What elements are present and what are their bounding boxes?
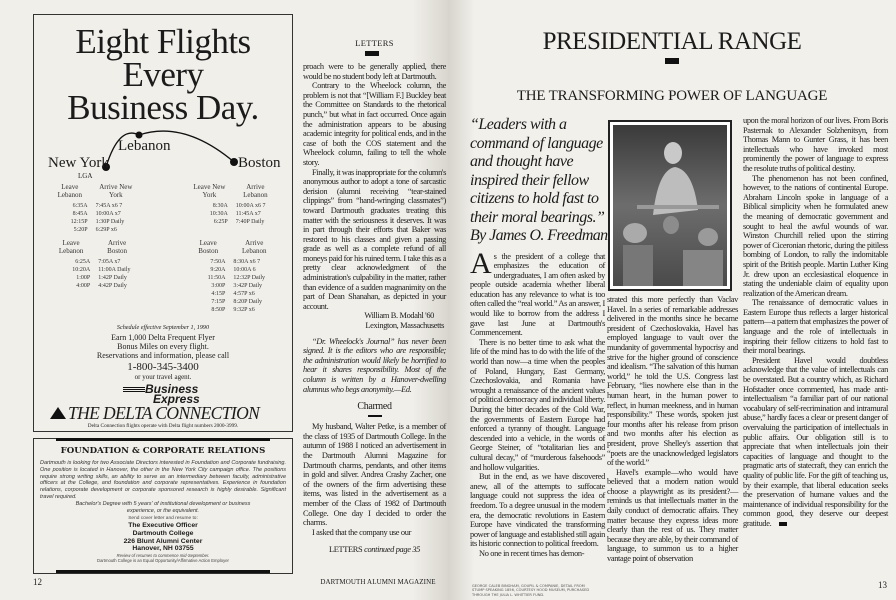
article-paragraph: s the president of a college that emphasizes the education of undergraduates, I am often asked by people outside academia whether liberal education has any relevance to what is too often called the “real world.” As an answer, I would like to borrow from the address I gave last June at Dartmouth's Commencement. (470, 251, 605, 338)
schedule-row (187, 218, 279, 226)
schedule-header: Leave Lebanon (58, 239, 84, 255)
miles-line: Bonus Miles on every flight. (117, 342, 209, 351)
letter-paragraph: Finally, it was inappropriate for the column's anonymous author to adopt a tone of sarcastic derision (alumni receiving “tear-stained clippings” from “hand-wringing classmates”) toward Dartmouth graduates treating this matter with the seriousness it deserves. It was in part through their efforts that Baker was restored to his classes and given a passing grade as well as a complete refund of all moneys paid for his ruined term. I take this as a pretty clear acknowledgment of the administration's culpability in the matter, rather than evidence of a sudden magnanimity on the part of Dean Shanahan, as depicted in your account. (303, 167, 446, 311)
foundation-body: Dartmouth is looking for two Associate Directors interested in Foundation and Corporate fundraising. One position is located in Hanover, the other in the New York City campaign office. The positions require strong writing skills, an ability to serve as an intermediary between faculty, administrative officers at the College, and foundation and corporate representatives. Experience in foundation relations, corporate development or corporate sponsored research is highly desirable. Significant travel required. (40, 460, 286, 500)
logo-express: Express (153, 392, 200, 406)
schedule-row (48, 202, 140, 210)
leave-time: 10:20A (72, 267, 91, 273)
article-paragraph: No one in recent times has demon- (479, 548, 585, 558)
article-paragraph: Havel's example—who would have believed that a modern nation would choose a playwright as its president?—reminds us that intellectuals matter in the daily conduct of democratic affairs. They matter because they express ideas more clearly than the rest of us. They matter because they are able, by their command of language, to summon us to a higher vantage point of observation (607, 467, 738, 564)
leave-time: 7:50A (210, 259, 226, 265)
leave-time: 7:15P (211, 299, 226, 305)
city-new-york-airport: LGA (78, 172, 93, 180)
end-mark-icon (779, 522, 787, 526)
schedule-header: Arrive New York (99, 183, 133, 199)
letter-paragraph: Contrary to the Wheelock column, the problem is not that “[William F.] Buckley beat the Committee on Standards to the rhetorical punch,” but what in fact occurred. Once again the administration appears to be abusing academic integrity for political ends, and in the case of both the COS statement and the Wheelock column, failing to tell the whole story. (303, 81, 446, 167)
arrive-time: 8:30A x6 7 (233, 259, 261, 265)
address-line: The Executive Officer (128, 522, 198, 530)
schedule-row (187, 274, 279, 282)
flight-schedule (48, 239, 140, 290)
arrive-time: 6:29P x6 (95, 227, 117, 233)
divider (56, 570, 270, 573)
leave-time: 6:35A (72, 203, 88, 209)
leave-time: 8:30A (212, 203, 228, 209)
letter-paragraph: proach were to be generally applied, there would be no student body left at Dartmouth. (303, 62, 446, 81)
send-label: Send cover letter and resume to: (128, 516, 198, 522)
travel-agent: or your travel agent. (134, 373, 192, 381)
delta-triangle-icon (50, 407, 66, 419)
arrive-time: 3:42P Daily (233, 283, 263, 289)
section-title: PRESIDENTIAL RANGE (542, 28, 802, 55)
mailing-address (40, 522, 286, 552)
logo-delta-text: THE DELTA CONNECTION (68, 403, 260, 423)
schedule-row (48, 258, 140, 266)
leave-time: 5:20P (73, 227, 88, 233)
address-line: Dartmouth College (132, 529, 194, 537)
article-paragraph: There is no better time to ask what the life of the mind has to do with the life of the world than now—a time when the peoples of Poland, Hungary, East Germany, Czechoslovakia, and Romania have wrought a renaissance of the ancient values of political democracy and individual liberty. During the bitter decades of the Cold War, the governments of Eastern Europe had enforced a tyranny of thought. Language descended into a vehicle, in the words of George Steiner, of “totalitarian lies and cultural decay,” of “murderous falsehoods” and hollow vulgarities. (470, 337, 605, 472)
leave-time: 1:00P (76, 275, 91, 281)
letter-paragraph: My husband, Walter Petke, is a member of the class of 1935 of Dartmouth College. In the autumn of 1988 I noticed an advertisement in the Dartmouth Alumni Magazine for Dartmouth charms, pendants, and other items in gold and silver. Andrea Crashy Zacher, one of the owners of the firm advertising these items, was listed in the advertisement as a member of the Class of 1982 of Dartmouth College. One day I decided to order the charms. (303, 422, 446, 528)
leave-time: 10:30A (209, 211, 228, 217)
schedule-header: Arrive Lebanon (241, 239, 267, 255)
continued-page: continued page 35 (364, 545, 421, 555)
article-paragraph: But in the end, as we have discovered anew, all of the attempts to suffocate language could not suppress the idea of freedom. To a degree unusual in the modern era, the democratic revolutions in Eastern Europe have vindicated the transforming power of language and established still again its historic connection to political freedom. (470, 472, 605, 549)
miles-info (34, 333, 292, 360)
delta-connection-logo (50, 404, 259, 422)
continued-label: LETTERS (328, 545, 363, 555)
leave-time: 6:25A (75, 259, 91, 265)
schedule-header: Leave Lebanon (57, 183, 83, 199)
schedule-row (187, 266, 279, 274)
foundation-title: FOUNDATION & CORPORATE RELATIONS (60, 446, 266, 456)
leave-time: 8:50P (211, 307, 226, 313)
schedule-row (48, 210, 140, 218)
headline-line: Every (122, 55, 204, 94)
letters-section-title: LETTERS (355, 38, 394, 48)
foundation-degree: Bachelor's Degree with 5 years' of institutional development or business experience, or the equivalent. (75, 500, 251, 514)
leave-time: 4:15P (211, 291, 226, 297)
arrive-time: 10:00A x7 (95, 211, 121, 217)
schedule-header: Arrive Boston (107, 239, 128, 255)
leave-time: 3:00P (211, 283, 226, 289)
miles-line: Reservations and information, please call (96, 351, 230, 360)
city-boston: Boston (238, 155, 281, 171)
schedule-header: Leave New York (193, 183, 226, 199)
miles-line: Earn 1,000 Delta Frequent Flyer (111, 333, 215, 342)
arrive-time: 10:00A 6 (233, 267, 256, 273)
arrive-time: 10:00A x6 7 (235, 203, 266, 209)
foundation-content (40, 446, 286, 564)
arrive-time: 7:40P Daily (235, 219, 265, 225)
leave-time: 9:20A (210, 267, 226, 273)
schedule-row (187, 298, 279, 306)
schedule-row (187, 258, 279, 266)
article-column-2 (607, 295, 738, 564)
letters-continued (303, 545, 446, 555)
arrive-time: 7:05A x7 (98, 259, 121, 265)
pull-quote: “Leaders with a command of language and thought have inspired their fellow citizens to hold fast to their moral bearings.” (470, 116, 605, 226)
schedule-effective: Schedule effective September 1, 1990 (116, 324, 210, 331)
arrive-time: 9:32P x6 (233, 307, 255, 313)
left-article-flow (470, 116, 608, 559)
foundation-ad (33, 438, 293, 574)
city-new-york: New York (48, 155, 109, 171)
address-line: Hanover, NH 03755 (132, 545, 194, 553)
arrive-time: 1:42P Daily (98, 275, 127, 281)
arrive-time: 12:32P Daily (233, 275, 266, 281)
article-paragraph: The phenomenon has not been confined, however, to the nations of continental Europe. Abraham Lincoln spoke in language of a Biblical simplicity when he formulated anew the meaning of democratic government and sought to heal the awful wounds of war. Winston Churchill relied upon the stirring power of Ciceronian rhetoric, during the pitiless bombing of London, to rally the indomitable spirit of the British people. Martin Luther King Jr. drew upon an ecclesiastical eloquence in stating the undeniable claim of equality upon realization of the American dream. (743, 173, 888, 298)
page-number: 12 (33, 577, 42, 587)
article-column-3 (743, 116, 888, 529)
painting-illustration (608, 120, 732, 291)
arrive-time: 8:20P Daily (233, 299, 263, 305)
schedule-row (187, 210, 279, 218)
schedule-row (187, 202, 279, 210)
business-express-logo (123, 383, 203, 405)
signature-place: Lexington, Massachusetts (365, 321, 444, 331)
eoe-note: Dartmouth College is an Equal Opportunity/Affirmative Action Employer (97, 558, 229, 564)
section-bar (665, 58, 679, 64)
arrive-time: 11:00A Daily (98, 267, 131, 273)
headline-line: Eight Flights (75, 22, 251, 61)
schedule-header: Leave Boston (198, 239, 219, 255)
arrive-time: 4:57P x6 (233, 291, 255, 297)
magazine-footer: DARTMOUTH ALUMNI MAGAZINE (320, 578, 436, 586)
signature-name: William B. Modahl '60 (364, 311, 434, 321)
arrive-time: 7:45A x6 7 (95, 203, 123, 209)
leave-time: 8:45A (72, 211, 88, 217)
stump-speaking-painting-image (613, 125, 727, 286)
delta-connection-ad (33, 14, 293, 432)
city-lebanon: Lebanon (118, 138, 171, 154)
delta-note: Delta Connection flights operate with Delta flight numbers 2000-3999. (87, 423, 239, 429)
drop-cap: A (470, 246, 492, 280)
logo-business: Business (145, 382, 199, 396)
arrive-time: 4:42P Daily (98, 283, 127, 289)
schedule-row (48, 226, 140, 234)
schedule-header: Arrive Lebanon (243, 183, 268, 199)
flight-schedule (48, 183, 140, 234)
article-column-1 (470, 246, 605, 559)
leave-time: 6:25P (213, 219, 228, 225)
schedule-row (187, 306, 279, 314)
article-paragraph: upon the moral horizon of our lives. From Boris Pasternak to Alexander Solzhenitsyn, from Thomas Mann to Gunter Grass, it has been intellectuals who have invoked most prominently the power of language to express the resolute truths of political destiny. (743, 116, 888, 173)
leave-time: 11:50A (207, 275, 226, 281)
schedule-row (48, 274, 140, 282)
flight-schedule (187, 183, 279, 226)
arrive-time: 1:30P Daily (95, 219, 125, 225)
review-note: Review of resumes to commence mid-September. (116, 552, 210, 558)
illustration-caption: GEORGE CALEB BINGHAM, GOUPIL & COMPANIE, DETAIL FROM STUMP SPEAKING 1856, COURTESY HOOD MUSEUM, PURCHASED THROUGH THE JULIA L. WHITTIER FUND. (472, 584, 590, 597)
leave-time: 4:00P (76, 283, 91, 289)
leave-time: 12:15P (70, 219, 88, 225)
ad-headline (34, 22, 292, 127)
letters-column (303, 62, 446, 555)
letter-paragraph: I asked that the company use our (312, 527, 412, 537)
article-paragraph: The renaissance of democratic values in Eastern Europe thus reflects a larger historical pattern—a pattern that emphasizes the power of language and the role of intellectuals in inspiring their fellow citizens to hold fast to their moral bearings. (743, 298, 888, 356)
section-bar (365, 51, 379, 56)
letter-heading-charmed: Charmed (357, 401, 392, 413)
heading-rule (368, 415, 382, 417)
arrive-time: 11:45A x7 (235, 211, 261, 217)
page-number: 13 (878, 580, 887, 590)
schedule-row (48, 282, 140, 290)
headline-line: Business Day. (67, 88, 259, 127)
schedule-row (48, 266, 140, 274)
schedule-row (48, 218, 140, 226)
article-paragraph: strated this more perfectly than Vaclav Havel. In a series of remarkable addresses delivered in the months since he became president of Czechoslovakia, Havel has employed language to vault over the mundanity of governmental hypocrisy and strive for the higher ground of conscience and idealism. “The salvation of this human world,” he told the U.S. Congress last February, “lies nowhere else than in the human heart, in the human power to reflect, in human meekness, and in human responsibility.” These words, spoken just four months after his release from prison and two months after his election as president, prove Shelley's assertion that “poets are the unacknowledged legislators of the world.” (607, 295, 738, 468)
schedule-row (187, 282, 279, 290)
byline: By James O. Freedman (470, 227, 608, 244)
right-page (448, 0, 896, 600)
phone-number: 1-800-345-3400 (127, 361, 199, 373)
article-paragraph: President Havel would doubtless acknowledge that the value of intellectuals can be overstated. But a country which, as Richard Hofstadter once commented, has made anti-intellectualism “a familiar part of our national vocabulary of self-recrimination and intramural abuse,” hardly faces a clear or present danger of overvaluing the participation of intellectuals in public affairs. Our obligation still is to appreciate that when intellectuals join their capacities of language and thought to the pragmatic arts of statecraft, they can enrich the quality of public life. For the gift of teaching us, by their example, that liberal education seeks the preservation of humane values and the maintenance of individual responsibility for the common good, they deserve our deepest gratitude. (743, 355, 888, 528)
editor-note: “Dr. Wheelock's Journal” has never been signed. It is the editors who are responsible; the administration would likely be horrified to hear it shares responsibility. Most of the column is written by a Hanover-dwelling alumnus who begs anonymity.—Ed. (303, 336, 446, 394)
flight-schedule (187, 239, 279, 314)
divider (56, 438, 270, 441)
stripes-icon (123, 387, 145, 392)
article-title: THE TRANSFORMING POWER OF LANGUAGE (516, 88, 828, 104)
address-line: 226 Blunt Alumni Center (123, 537, 203, 545)
schedule-row (187, 290, 279, 298)
